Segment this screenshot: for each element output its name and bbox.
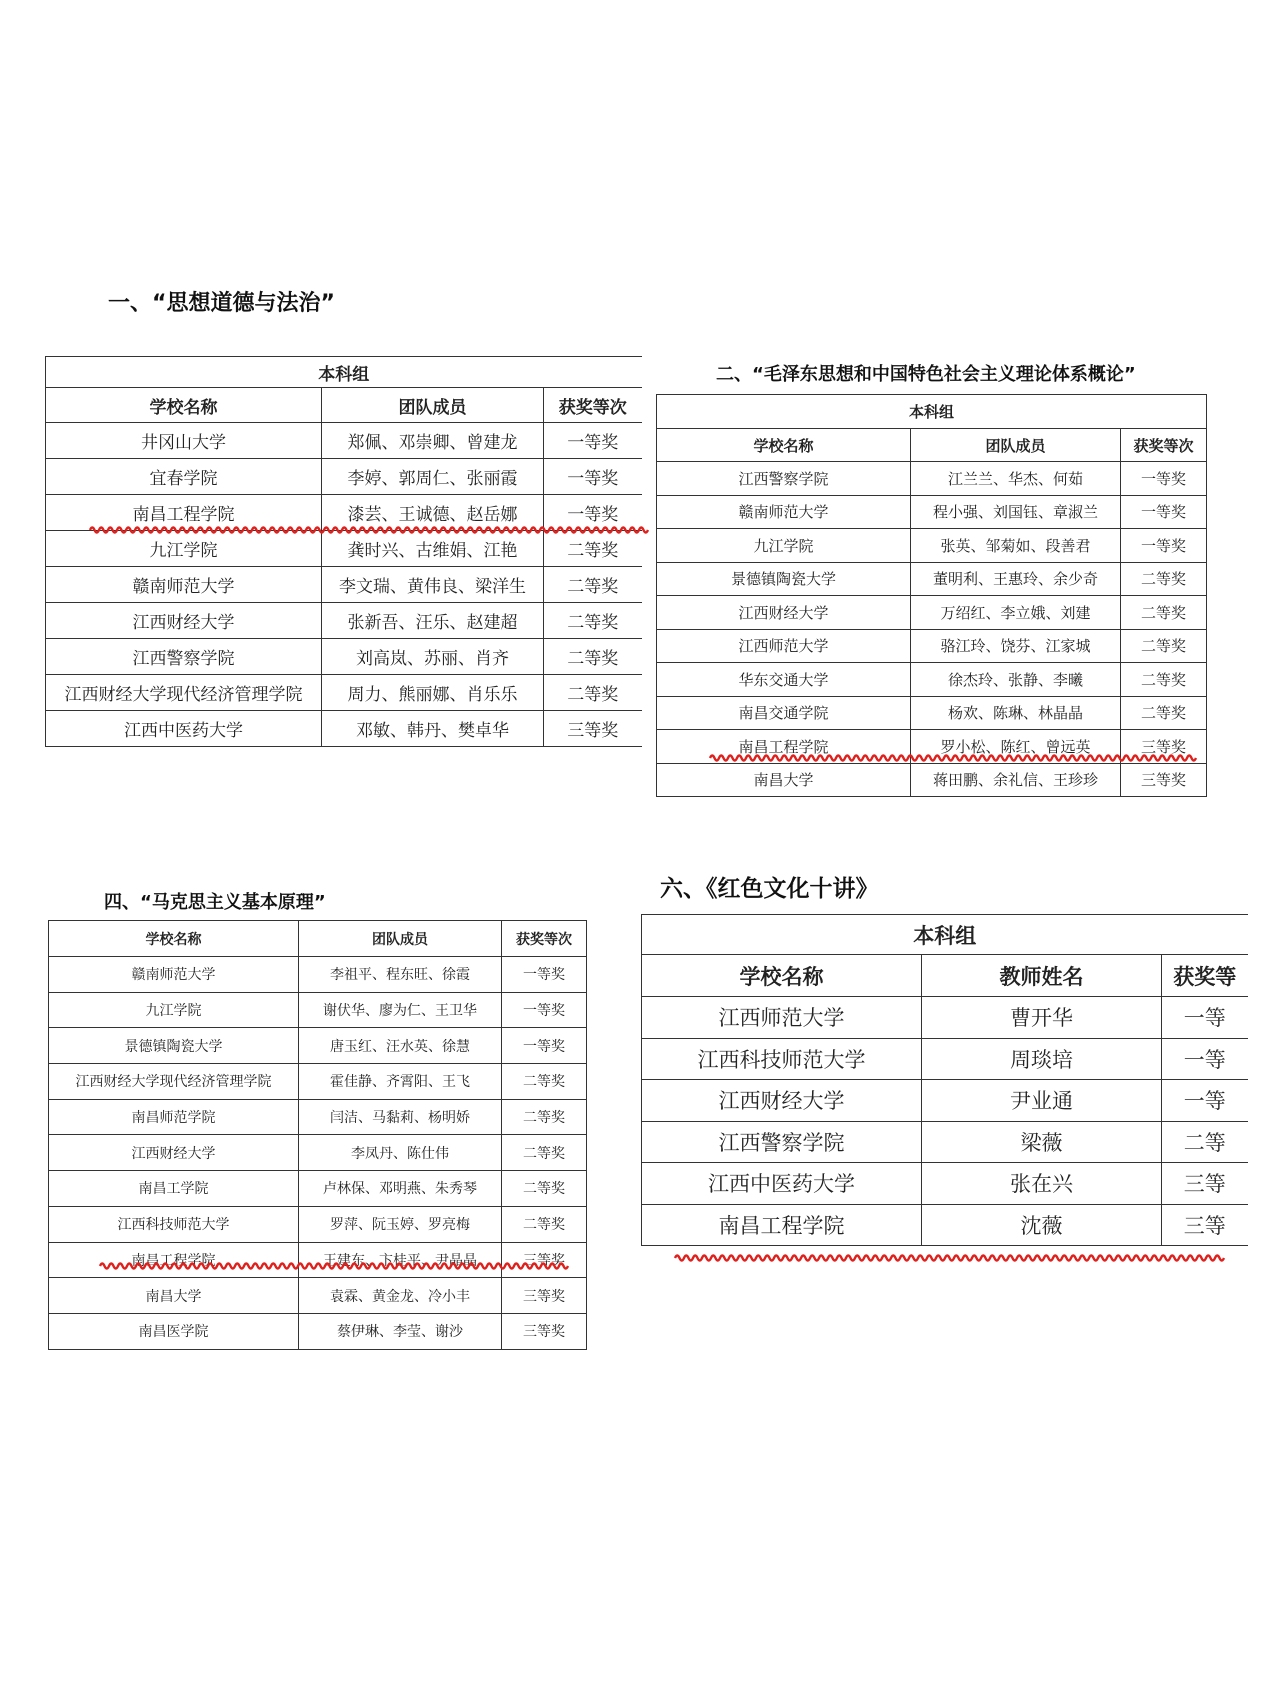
cell-members: 梁薇 <box>922 1121 1162 1163</box>
cell-award: 三等奖 <box>544 711 642 747</box>
table-row <box>657 462 1207 496</box>
group-label: 本科组 <box>642 915 1248 955</box>
table-row <box>49 1206 587 1242</box>
table-row <box>657 696 1207 730</box>
table-row <box>657 629 1207 663</box>
table-row <box>642 997 1248 1039</box>
cell-award: 二等奖 <box>1121 629 1207 663</box>
cell-members: 霍佳静、齐霄阳、王飞 <box>299 1064 502 1100</box>
cell-members: 张在兴 <box>922 1163 1162 1205</box>
cell-members: 蒋田鹏、余礼信、王珍珍 <box>911 763 1121 797</box>
cell-award: 二等奖 <box>1121 596 1207 630</box>
cell-members: 李文瑞、黄伟良、梁洋生 <box>322 567 544 603</box>
table-row <box>642 1121 1248 1163</box>
cell-award: 二等奖 <box>544 639 642 675</box>
table-row <box>46 423 642 459</box>
cell-school: 江西中医药大学 <box>642 1163 922 1205</box>
cell-members: 骆江玲、饶芬、江家城 <box>911 629 1121 663</box>
cell-school: 赣南师范大学 <box>46 567 322 603</box>
cell-members: 沈薇 <box>922 1204 1162 1246</box>
cell-award: 二等奖 <box>544 675 642 711</box>
cell-award: 一等奖 <box>544 459 642 495</box>
cell-school: 华东交通大学 <box>657 663 911 697</box>
cell-school: 南昌交通学院 <box>657 696 911 730</box>
cell-school: 九江学院 <box>657 529 911 563</box>
cell-school: 江西中医药大学 <box>46 711 322 747</box>
table-row <box>46 459 642 495</box>
section-6-table <box>641 914 1248 1246</box>
cell-school: 南昌大学 <box>49 1278 299 1314</box>
cell-school: 江西师范大学 <box>642 997 922 1039</box>
cell-school: 南昌工学院 <box>49 1171 299 1207</box>
section-6-heading: 六、《红色文化十讲》 <box>660 876 879 902</box>
table-row <box>657 529 1207 563</box>
cell-members: 张英、邹菊如、段善君 <box>911 529 1121 563</box>
table-row <box>49 957 587 993</box>
cell-school: 九江学院 <box>49 992 299 1028</box>
cell-award: 二等奖 <box>502 1064 587 1100</box>
cell-award: 三等奖 <box>1121 763 1207 797</box>
cell-members: 董明利、王惠玲、余少奇 <box>911 562 1121 596</box>
cell-members: 徐杰玲、张静、李曦 <box>911 663 1121 697</box>
cell-members: 周琰培 <box>922 1038 1162 1080</box>
cell-award: 一等奖 <box>502 1028 587 1064</box>
cell-members: 杨欢、陈琳、林晶晶 <box>911 696 1121 730</box>
table-row <box>46 675 642 711</box>
col-header-award: 获奖等 <box>1162 955 1248 997</box>
table-row <box>49 1028 587 1064</box>
cell-school: 南昌工程学院 <box>49 1242 299 1278</box>
cell-school: 江西科技师范大学 <box>49 1206 299 1242</box>
group-label: 本科组 <box>46 357 642 388</box>
cell-members: 程小强、刘国钰、章淑兰 <box>911 495 1121 529</box>
cell-school: 赣南师范大学 <box>657 495 911 529</box>
cell-award: 一等 <box>1162 997 1248 1039</box>
cell-members: 郑佩、邓崇卿、曾建龙 <box>322 423 544 459</box>
cell-award: 一等奖 <box>544 423 642 459</box>
cell-members: 罗小松、陈红、曾远英 <box>911 730 1121 764</box>
cell-school: 江西警察学院 <box>657 462 911 496</box>
cell-award: 三等奖 <box>502 1278 587 1314</box>
cell-members: 袁霖、黄金龙、冷小丰 <box>299 1278 502 1314</box>
table-row <box>49 1278 587 1314</box>
cell-award: 二等 <box>1162 1121 1248 1163</box>
cell-school: 江西财经大学现代经济管理学院 <box>46 675 322 711</box>
cell-award: 二等奖 <box>544 567 642 603</box>
section-2-heading: 二、“毛泽东思想和中国特色社会主义理论体系概论” <box>716 364 1136 385</box>
cell-award: 三等 <box>1162 1163 1248 1205</box>
col-header-members: 团队成员 <box>911 429 1121 462</box>
cell-members: 李凤丹、陈仕伟 <box>299 1135 502 1171</box>
section-4-heading: 四、“马克思主义基本原理” <box>104 892 326 913</box>
table-row <box>642 1038 1248 1080</box>
cell-award: 一等奖 <box>502 992 587 1028</box>
cell-award: 二等奖 <box>502 1099 587 1135</box>
table-row <box>46 603 642 639</box>
section-2-table <box>656 394 1207 797</box>
cell-school: 宜春学院 <box>46 459 322 495</box>
highlight-underline <box>100 1260 567 1272</box>
table-row <box>657 663 1207 697</box>
cell-school: 江西财经大学 <box>46 603 322 639</box>
cell-school: 南昌工程学院 <box>642 1204 922 1246</box>
cell-school: 南昌工程学院 <box>657 730 911 764</box>
section-4-table <box>48 920 587 1350</box>
table-row <box>49 1313 587 1349</box>
cell-award: 一等 <box>1162 1038 1248 1080</box>
highlight-underline <box>710 752 1193 764</box>
cell-members: 卢林保、邓明燕、朱秀琴 <box>299 1171 502 1207</box>
table-row <box>49 1171 587 1207</box>
cell-members: 刘高岚、苏丽、肖齐 <box>322 639 544 675</box>
table-row <box>642 1080 1248 1122</box>
cell-members: 王建东、卞桂平、尹晶晶 <box>299 1242 502 1278</box>
cell-award: 三等奖 <box>502 1242 587 1278</box>
cell-members: 闫洁、马黏莉、杨明娇 <box>299 1099 502 1135</box>
cell-award: 二等奖 <box>544 531 642 567</box>
col-header-members: 团队成员 <box>322 388 544 423</box>
cell-award: 二等奖 <box>1121 663 1207 697</box>
col-header-award: 获奖等次 <box>544 388 642 423</box>
cell-award: 二等奖 <box>544 603 642 639</box>
cell-school: 井冈山大学 <box>46 423 322 459</box>
cell-award: 三等 <box>1162 1204 1248 1246</box>
highlight-underline <box>675 1252 1223 1264</box>
cell-award: 二等奖 <box>502 1206 587 1242</box>
table-row <box>46 711 642 747</box>
table-row <box>657 763 1207 797</box>
cell-school: 江西财经大学现代经济管理学院 <box>49 1064 299 1100</box>
cell-members: 曹开华 <box>922 997 1162 1039</box>
section-1-heading: 一、“思想道德与法治” <box>108 291 335 316</box>
cell-members: 张新吾、汪乐、赵建超 <box>322 603 544 639</box>
cell-members: 江兰兰、华杰、何茹 <box>911 462 1121 496</box>
cell-members: 李婷、郭周仁、张丽霞 <box>322 459 544 495</box>
table-row <box>657 495 1207 529</box>
cell-award: 一等 <box>1162 1080 1248 1122</box>
col-header-school: 学校名称 <box>46 388 322 423</box>
cell-award: 二等奖 <box>502 1171 587 1207</box>
cell-members: 龚时兴、古维娟、江艳 <box>322 531 544 567</box>
cell-school: 南昌师范学院 <box>49 1099 299 1135</box>
col-header-school: 学校名称 <box>642 955 922 997</box>
cell-school: 江西财经大学 <box>49 1135 299 1171</box>
cell-school: 南昌工程学院 <box>46 495 322 531</box>
col-header-teacher: 教师姓名 <box>922 955 1162 997</box>
cell-school: 江西警察学院 <box>46 639 322 675</box>
cell-award: 二等奖 <box>502 1135 587 1171</box>
col-header-award: 获奖等次 <box>502 921 587 957</box>
cell-award: 三等奖 <box>502 1313 587 1349</box>
table-row <box>49 1099 587 1135</box>
cell-members: 漆芸、王诚德、赵岳娜 <box>322 495 544 531</box>
cell-school: 景德镇陶瓷大学 <box>657 562 911 596</box>
table-row <box>642 1163 1248 1205</box>
cell-award: 三等奖 <box>1121 730 1207 764</box>
table-row <box>642 1204 1248 1246</box>
table-row <box>657 596 1207 630</box>
cell-school: 赣南师范大学 <box>49 957 299 993</box>
cell-members: 谢伏华、廖为仁、王卫华 <box>299 992 502 1028</box>
table-row <box>49 1064 587 1100</box>
cell-award: 一等奖 <box>1121 529 1207 563</box>
cell-school: 江西科技师范大学 <box>642 1038 922 1080</box>
table-row <box>46 639 642 675</box>
highlight-underline <box>90 524 640 536</box>
table-row <box>49 992 587 1028</box>
col-header-award: 获奖等次 <box>1121 429 1207 462</box>
cell-members: 周力、熊丽娜、肖乐乐 <box>322 675 544 711</box>
cell-award: 一等奖 <box>544 495 642 531</box>
table-row <box>46 567 642 603</box>
cell-award: 一等奖 <box>1121 462 1207 496</box>
cell-members: 邓敏、韩丹、樊卓华 <box>322 711 544 747</box>
cell-members: 万绍红、李立娥、刘建 <box>911 596 1121 630</box>
cell-school: 南昌医学院 <box>49 1313 299 1349</box>
cell-school: 江西师范大学 <box>657 629 911 663</box>
group-label: 本科组 <box>657 395 1207 429</box>
table-row <box>657 562 1207 596</box>
cell-members: 李祖平、程东旺、徐霞 <box>299 957 502 993</box>
cell-award: 二等奖 <box>1121 562 1207 596</box>
col-header-school: 学校名称 <box>49 921 299 957</box>
col-header-school: 学校名称 <box>657 429 911 462</box>
cell-school: 江西警察学院 <box>642 1121 922 1163</box>
cell-award: 一等奖 <box>1121 495 1207 529</box>
section-1-table <box>45 356 642 747</box>
cell-award: 一等奖 <box>502 957 587 993</box>
cell-school: 九江学院 <box>46 531 322 567</box>
cell-members: 尹业通 <box>922 1080 1162 1122</box>
cell-members: 罗萍、阮玉婷、罗亮梅 <box>299 1206 502 1242</box>
table-row <box>49 1135 587 1171</box>
cell-school: 江西财经大学 <box>657 596 911 630</box>
cell-award: 二等奖 <box>1121 696 1207 730</box>
cell-members: 唐玉红、汪水英、徐慧 <box>299 1028 502 1064</box>
cell-school: 江西财经大学 <box>642 1080 922 1122</box>
cell-school: 南昌大学 <box>657 763 911 797</box>
col-header-members: 团队成员 <box>299 921 502 957</box>
cell-members: 蔡伊琳、李莹、谢沙 <box>299 1313 502 1349</box>
cell-school: 景德镇陶瓷大学 <box>49 1028 299 1064</box>
